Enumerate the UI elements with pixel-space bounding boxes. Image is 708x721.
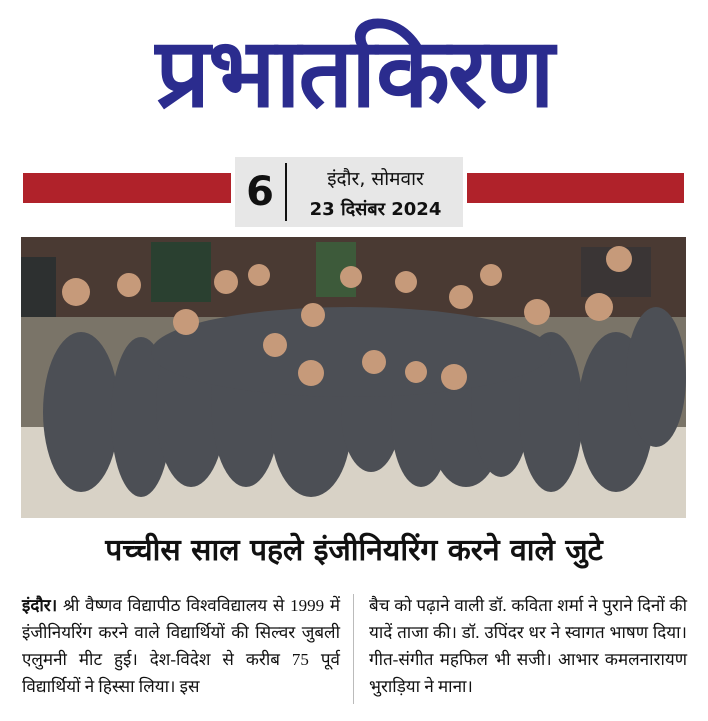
city-day: इंदौर, सोमवार bbox=[327, 168, 424, 190]
masthead-title: प्रभातकिरण bbox=[155, 17, 553, 129]
issue-date: 23 दिसंबर 2024 bbox=[309, 199, 442, 220]
article-text-col1: श्री वैष्णव विद्यापीठ विश्वविद्यालय से 1999 में इंजीनियरिंग करने वाले विद्यार्थियों की सिल्वर जुबली एलुमनी मीट हुई। देश-विदेश से करीब 75 पूर्व विद्यार्थियों ने हिस्सा लिया। इस bbox=[22, 596, 340, 696]
masthead-rule-right bbox=[467, 173, 684, 203]
column-divider bbox=[353, 594, 354, 704]
article-headline: पच्चीस साल पहले इंजीनियरिंग करने वाले जुटे bbox=[105, 533, 603, 568]
group-photo bbox=[21, 237, 686, 518]
masthead-rule-left bbox=[23, 173, 231, 203]
article-dateline: इंदौर। bbox=[22, 596, 58, 615]
article-text-col2: बैच को पढ़ाने वाली डॉ. कविता शर्मा ने पुराने दिनों की यादें ताजा की। डॉ. उपिंदर धर ने स्वागत भाषण दिया। गीत-संगीत महफिल भी सजी। आभार कमलनारायण भुराड़िया ने माना। bbox=[369, 596, 687, 696]
article-column-1 bbox=[22, 592, 340, 700]
issue-info-box bbox=[235, 157, 463, 227]
issue-divider bbox=[285, 163, 287, 221]
page-number: 6 bbox=[246, 169, 274, 215]
article-column-2 bbox=[369, 592, 687, 700]
